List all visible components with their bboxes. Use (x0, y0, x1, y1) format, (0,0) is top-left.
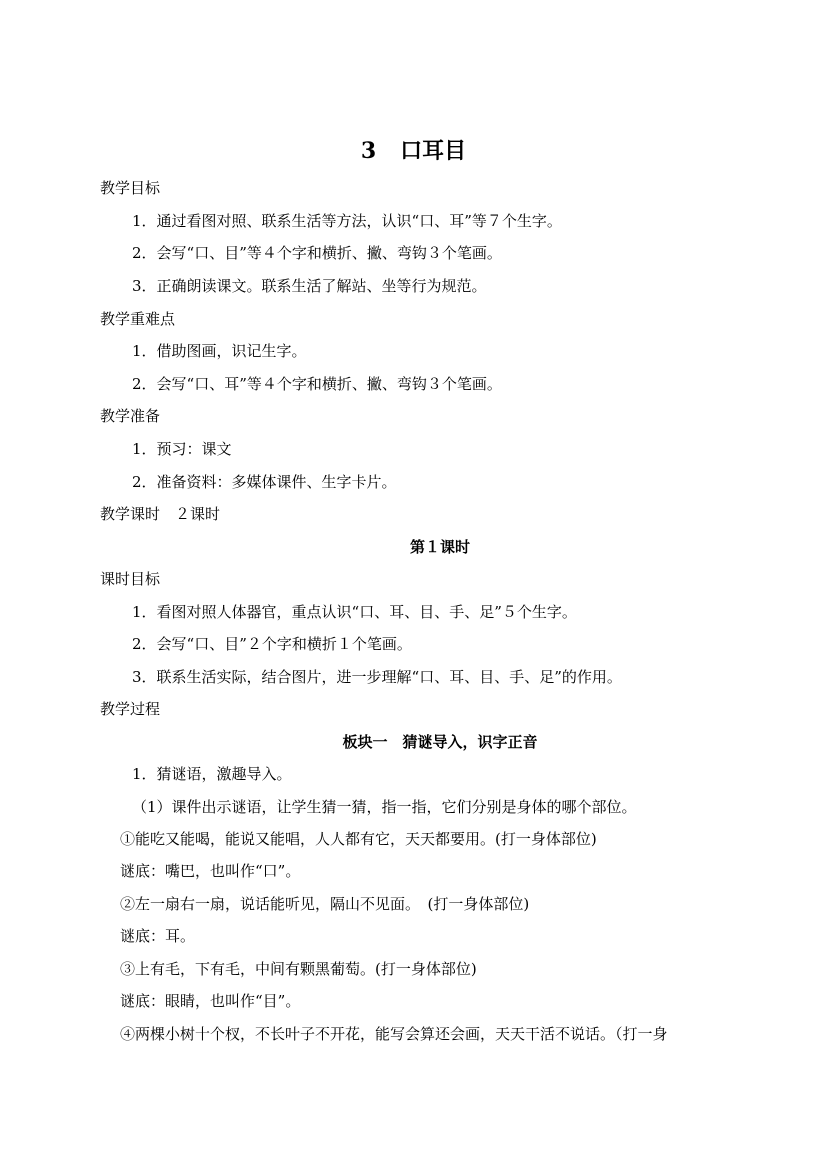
riddle-1: ①能吃又能喝，能说又能唱，人人都有它，天天都要用。(打一身体部位) (120, 830, 597, 848)
riddle-3-answer: 谜底：眼睛，也叫作“目”。 (120, 992, 301, 1010)
riddle-4: ④两棵小树十个杈，不长叶子不开花，能写会算还会画，天天干活不说话。（打一身 (120, 1025, 668, 1043)
block1-heading: 板块一 猜谜导入，识字正音 (342, 733, 538, 751)
preparation-heading: 教学准备 (100, 407, 161, 425)
goal-item-3: 3．正确朗读课文。联系生活了解站、坐等行为规范。 (132, 277, 487, 295)
lesson1-goal-3: 3．联系生活实际，结合图片，进一步理解“口、耳、目、手、足”的作用。 (132, 668, 622, 686)
lesson1-goal-1: 1．看图对照人体器官，重点认识“口、耳、目、手、足”５个生字。 (132, 603, 577, 621)
goal-item-2: 2．会写“口、目”等４个字和横折、撇、弯钩３个笔画。 (132, 244, 502, 262)
riddle-3: ③上有毛，下有毛，中间有颗黑葡萄。(打一身体部位) (120, 960, 477, 978)
lesson-number: 3 (360, 138, 377, 164)
riddle-1-answer: 谜底：嘴巴，也叫作“口”。 (120, 862, 301, 880)
lesson1-goal-2: 2．会写“口、目”２个字和横折１个笔画。 (132, 635, 412, 653)
key-point-item-2: 2．会写“口、耳”等４个字和横折、撇、弯钩３个笔画。 (132, 375, 502, 393)
lesson-title (0, 136, 827, 166)
riddle-2: ②左一扇右一扇，说话能听见，隔山不见面。 (打一身体部位) (120, 895, 530, 913)
preparation-item-1: 1．预习：课文 (132, 440, 232, 458)
teaching-hours: 教学课时 ２课时 (100, 505, 221, 523)
step1: 1．猜谜语，激趣导入。 (132, 765, 292, 783)
lesson-title-text: 口耳目 (400, 138, 467, 164)
lesson1-goals-heading: 课时目标 (100, 570, 161, 588)
key-point-item-1: 1．借助图画，识记生字。 (132, 342, 307, 360)
goals-heading: 教学目标 (100, 179, 161, 197)
preparation-item-2: 2．准备资料：多媒体课件、生字卡片。 (132, 473, 397, 491)
goal-item-1: 1．通过看图对照、联系生活等方法，认识“口、耳”等７个生字。 (132, 212, 562, 230)
step1-sub: （1）课件出示谜语，让学生猜一猜，指一指，它们分别是身体的哪个部位。 (132, 798, 637, 816)
riddle-2-answer: 谜底：耳。 (120, 927, 196, 945)
process-heading: 教学过程 (100, 700, 161, 718)
key-points-heading: 教学重难点 (100, 310, 176, 328)
lesson1-heading: 第１课时 (409, 538, 470, 556)
